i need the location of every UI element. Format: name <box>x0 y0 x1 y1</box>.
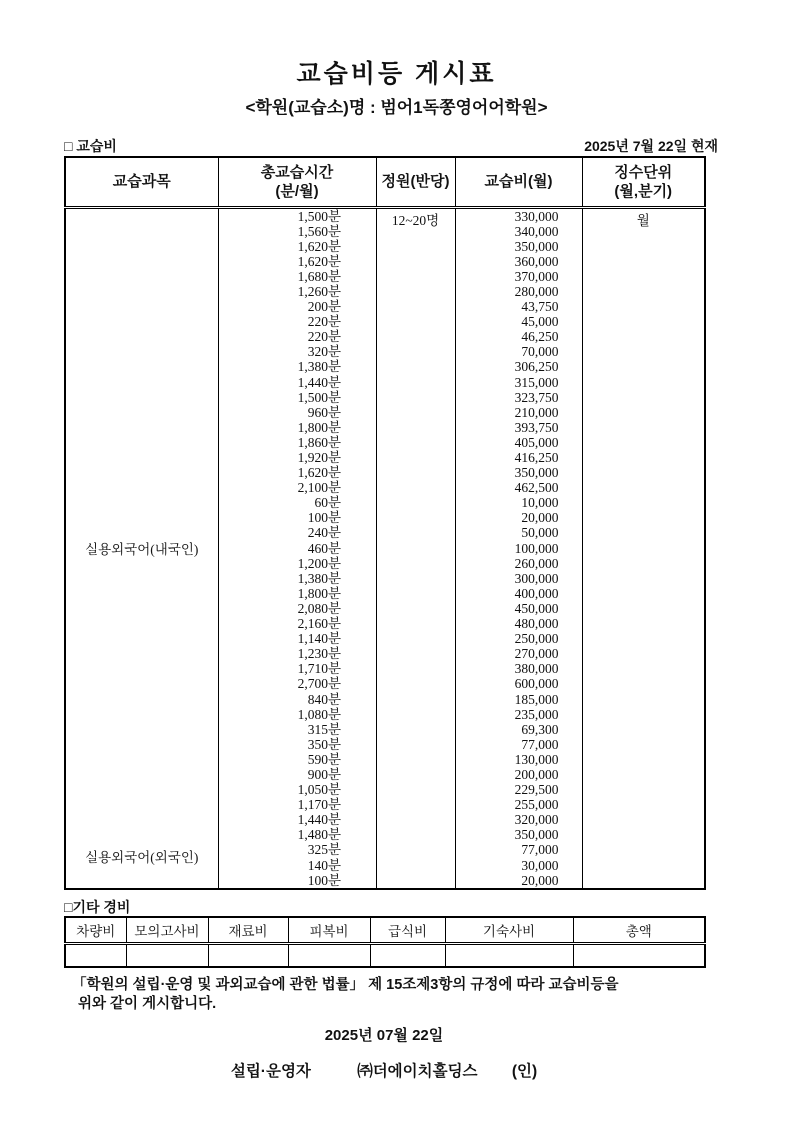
fee-cell: 70,000 <box>521 344 559 360</box>
minutes-cell: 200분 <box>307 299 341 315</box>
fee-cell: 315,000 <box>514 374 559 390</box>
minutes-cell: 220분 <box>307 329 341 345</box>
fee-cell: 20,000 <box>521 872 559 888</box>
minutes-cell: 220분 <box>307 314 341 330</box>
fee-cell: 405,000 <box>514 434 559 450</box>
minutes-cell: 60분 <box>314 495 341 511</box>
tuition-fee-table <box>64 156 706 890</box>
fee-cell: 350,000 <box>514 465 559 481</box>
academy-name-subtitle: <학원(교습소)명 : 범어1독쫑영어어학원> <box>245 98 548 117</box>
fee-cell: 45,000 <box>521 314 559 330</box>
fee-cell: 50,000 <box>521 525 559 541</box>
minutes-cell: 1,680분 <box>297 268 341 284</box>
minutes-cell: 1,800분 <box>297 585 341 601</box>
minutes-cell: 1,500분 <box>297 208 341 224</box>
fee-cell: 255,000 <box>514 797 559 813</box>
minutes-cell: 1,920분 <box>297 450 341 465</box>
fee-cell: 350,000 <box>514 827 559 843</box>
fee-cell: 280,000 <box>514 283 559 299</box>
capacity-cell: 12~20명 <box>376 207 455 889</box>
subject-column <box>65 207 218 889</box>
etc-table-value-row <box>65 944 705 967</box>
fee-cell: 323,750 <box>514 389 559 405</box>
minutes-cell: 1,860분 <box>297 434 341 450</box>
fee-cell: 46,250 <box>521 329 559 345</box>
fee-cell: 370,000 <box>514 268 559 284</box>
fee-section-label: □ 교습비 <box>64 138 117 154</box>
minutes-cell: 1,230분 <box>297 646 341 662</box>
minutes-cell: 315분 <box>307 721 341 737</box>
fee-cell: 130,000 <box>514 751 559 767</box>
etc-header-cell: 기숙사비 <box>445 917 573 944</box>
minutes-cell: 460분 <box>307 540 341 556</box>
fee-cell: 360,000 <box>514 253 559 269</box>
minutes-cell: 1,140분 <box>297 631 341 647</box>
minutes-cell: 1,380분 <box>297 359 341 375</box>
etc-header-cell: 총액 <box>573 917 705 944</box>
minutes-cell: 1,480분 <box>297 827 341 843</box>
etc-value-cell <box>65 944 126 967</box>
minutes-cell: 325분 <box>307 842 341 858</box>
legal-notice-line2: 위와 같이 게시합니다. <box>78 995 217 1012</box>
etc-value-cell <box>126 944 208 967</box>
fee-cell: 300,000 <box>514 570 559 586</box>
fee-column <box>455 207 582 889</box>
signer-role-label: 설립·운영자 <box>230 1062 311 1080</box>
etc-header-cell: 차량비 <box>65 917 126 944</box>
minutes-cell: 2,160분 <box>297 616 341 632</box>
fee-cell: 600,000 <box>514 676 559 692</box>
fee-cell: 77,000 <box>521 842 559 858</box>
fee-cell: 350,000 <box>514 238 559 254</box>
fee-cell: 480,000 <box>514 616 559 632</box>
legal-notice <box>72 976 793 1014</box>
etc-expenses-table <box>64 916 706 968</box>
seal-mark: (인) <box>511 1062 538 1080</box>
fee-table-header-row <box>65 157 705 207</box>
fee-cell: 30,000 <box>521 857 559 873</box>
fee-table-header-cell: 교습과목 <box>65 157 218 207</box>
fee-cell: 200,000 <box>514 766 559 782</box>
fee-cell: 229,500 <box>514 782 559 798</box>
minutes-cell: 1,440분 <box>297 374 341 390</box>
minutes-cell: 1,710분 <box>297 661 341 677</box>
minutes-cell: 1,560분 <box>297 223 341 239</box>
minutes-cell: 1,440분 <box>297 812 341 828</box>
fee-cell: 393,750 <box>514 419 559 435</box>
minutes-cell: 1,380분 <box>297 570 341 586</box>
as-of-date: 2025년 7월 22일 현재 <box>584 138 718 154</box>
fee-cell: 416,250 <box>514 450 559 465</box>
posting-date: 2025년 07월 22일 <box>324 1026 444 1044</box>
legal-notice-line1: 「학원의 설립·운영 및 과외교습에 관한 법률」 제 15조제3항의 규정에 따라 교습비등을 <box>72 976 619 993</box>
fee-cell: 450,000 <box>514 600 559 616</box>
minutes-cell: 100분 <box>307 510 341 526</box>
signer-name: ㈜더에이치홀딩스 <box>357 1062 478 1080</box>
fee-cell: 340,000 <box>514 223 559 239</box>
subject-foreign: 실용외국어(외국인) <box>85 849 199 865</box>
minutes-cell: 320분 <box>307 344 341 360</box>
minutes-cell: 140분 <box>307 857 341 873</box>
fee-cell: 69,300 <box>521 721 559 737</box>
fee-cell: 260,000 <box>514 555 559 571</box>
minutes-cell: 1,620분 <box>297 238 341 254</box>
minutes-cell: 1,170분 <box>297 797 341 813</box>
etc-value-cell <box>208 944 288 967</box>
fee-cell: 320,000 <box>514 812 559 828</box>
minutes-cell: 350분 <box>307 736 341 752</box>
fee-section-bar <box>64 136 718 156</box>
minutes-cell: 2,100분 <box>297 480 341 496</box>
page-title: 교습비등 게시표 <box>296 60 497 88</box>
minutes-cell: 2,700분 <box>297 676 341 692</box>
minutes-cell: 240분 <box>307 525 341 541</box>
etc-table-header-row <box>65 917 705 944</box>
fee-cell: 10,000 <box>521 495 559 511</box>
minutes-column <box>218 207 376 889</box>
minutes-cell: 1,620분 <box>297 253 341 269</box>
fee-table-header-cell: 징수단위 (월,분기) <box>582 157 705 207</box>
fee-cell: 100,000 <box>514 540 559 556</box>
subject-domestic: 실용외국어(내국인) <box>85 542 199 558</box>
minutes-cell: 100분 <box>307 872 341 888</box>
fee-cell: 380,000 <box>514 661 559 677</box>
minutes-cell: 590분 <box>307 751 341 767</box>
etc-value-cell <box>445 944 573 967</box>
etc-header-cell: 급식비 <box>370 917 445 944</box>
fee-cell: 270,000 <box>514 646 559 662</box>
fee-cell: 330,000 <box>514 208 559 224</box>
minutes-cell: 1,800분 <box>297 419 341 435</box>
fee-cell: 462,500 <box>514 480 559 496</box>
fee-cell: 400,000 <box>514 585 559 601</box>
fee-cell: 306,250 <box>514 359 559 375</box>
minutes-cell: 840분 <box>307 691 341 707</box>
fee-cell: 235,000 <box>514 706 559 722</box>
fee-cell: 210,000 <box>514 404 559 420</box>
fee-cell: 77,000 <box>521 736 559 752</box>
etc-value-cell <box>573 944 705 967</box>
fee-table-header-cell: 교습비(월) <box>455 157 582 207</box>
fee-table-body-row <box>65 207 705 889</box>
etc-header-cell: 재료비 <box>208 917 288 944</box>
minutes-cell: 1,050분 <box>297 782 341 798</box>
etc-header-cell: 피복비 <box>288 917 370 944</box>
minutes-cell: 1,500분 <box>297 389 341 405</box>
fee-cell: 43,750 <box>521 299 559 315</box>
etc-value-cell <box>288 944 370 967</box>
etc-section-label: □기타 경비 <box>64 898 131 915</box>
minutes-cell: 2,080분 <box>297 600 341 616</box>
fee-cell: 250,000 <box>514 631 559 647</box>
minutes-cell: 1,200분 <box>297 555 341 571</box>
minutes-cell: 900분 <box>307 766 341 782</box>
fee-table-header-cell: 정원(반당) <box>376 157 455 207</box>
etc-header-cell: 모의고사비 <box>126 917 208 944</box>
minutes-cell: 1,080분 <box>297 706 341 722</box>
fee-table-header-cell: 총교습시간 (분/월) <box>218 157 376 207</box>
fee-cell: 20,000 <box>521 510 559 526</box>
minutes-cell: 1,260분 <box>297 283 341 299</box>
signer-line <box>64 1059 704 1081</box>
billing-unit-cell: 월 <box>582 207 705 889</box>
etc-value-cell <box>370 944 445 967</box>
minutes-cell: 960분 <box>307 404 341 420</box>
fee-cell: 185,000 <box>514 691 559 707</box>
minutes-cell: 1,620분 <box>297 465 341 481</box>
